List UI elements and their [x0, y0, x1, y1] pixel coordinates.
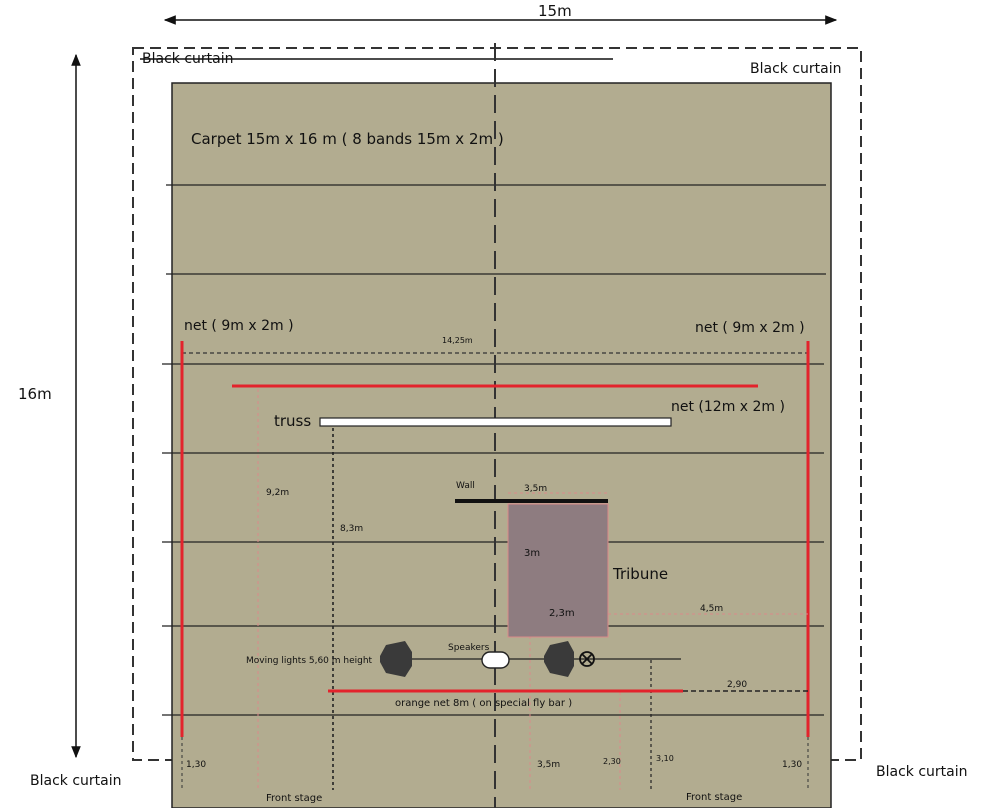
bottom-left-measure: 1,30 [186, 760, 207, 770]
bottom-measure-2: 2,30 [603, 757, 621, 766]
bottom-center-measure: 3,5m [537, 760, 561, 770]
moving-lights-label: Moving lights 5,60 m height [246, 656, 373, 666]
bottom-right-measure: 1,30 [782, 760, 803, 770]
curtain-label-bottom-right: Black curtain [876, 764, 968, 780]
orange-net-label: orange net 8m ( on special fly bar ) [395, 698, 573, 709]
carpet-label: Carpet 15m x 16 m ( 8 bands 15m x 2m ) [191, 130, 504, 148]
truss [320, 418, 671, 426]
wall-label: Wall [456, 481, 475, 491]
net-label-center: net (12m x 2m ) [671, 399, 785, 415]
width-dimension-label: 15m [538, 2, 572, 20]
side-right-label: 4,5m [700, 604, 724, 614]
net-label-right: net ( 9m x 2m ) [695, 320, 805, 336]
curtain-label-top-left: Black curtain [142, 51, 234, 67]
truss-label: truss [274, 412, 312, 430]
speakers-label: Speakers [448, 643, 490, 653]
front-stage-label-right: Front stage [686, 792, 743, 803]
height-dimension-label: 16m [18, 385, 52, 403]
net-drop-label: 9,2m [266, 488, 290, 498]
bottom-measure-3: 3,10 [656, 754, 674, 763]
curtain-label-bottom-left: Black curtain [30, 773, 122, 789]
net-label-left: net ( 9m x 2m ) [184, 318, 294, 334]
span-label: 14,25m [442, 336, 473, 345]
wall-width-label: 3,5m [524, 484, 548, 494]
front-stage-label-left: Front stage [266, 793, 323, 804]
speakers-icon [482, 652, 509, 668]
tribune-depth-label: 3m [524, 548, 541, 559]
tribune-gap-label: 2,3m [549, 608, 575, 619]
curtain-label-top-right: Black curtain [750, 61, 842, 77]
orange-net-right-label: 2,90 [727, 680, 748, 690]
truss-drop-label: 8,3m [340, 524, 364, 534]
tribune-label: Tribune [613, 565, 669, 583]
